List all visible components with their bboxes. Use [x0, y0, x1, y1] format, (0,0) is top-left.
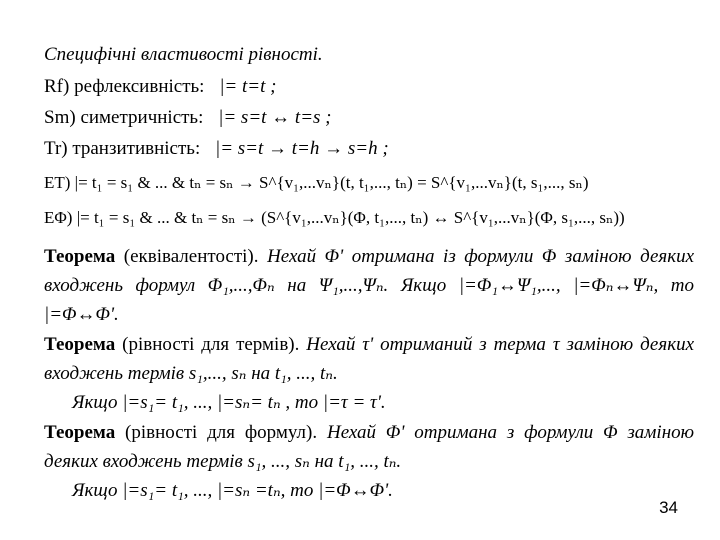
theorem-title: Теорема: [44, 246, 116, 267]
property-formula: |= s=t ↔ t=s ;: [218, 107, 332, 128]
property-name: рефлексивність:: [74, 76, 205, 97]
property-name: симетричність:: [80, 107, 204, 128]
property-name: транзитивність:: [72, 138, 201, 159]
theorem-body: Нехай Φ' отримана з формули Φ заміною деяких входжень термів s₁, ..., sₙ на t₁, ..., tₙ.: [44, 422, 695, 472]
ephi-formula: EΦ) |= t₁ = s₁ & ... & tₙ = sₙ → (S^{v₁,...vₙ}(Φ, t₁,..., tₙ) ↔ S^{v₁,...vₙ}(Φ, s₁,..., sₙ)): [44, 208, 625, 227]
property-sm: [44, 107, 332, 129]
theorem-title: Теорема: [44, 334, 116, 355]
theorem-title: Теорема: [44, 422, 116, 443]
theorem-condition: Якщо |=s₁= t₁, ..., |=sₙ =tₙ, то |=Φ↔Φ'.: [72, 480, 393, 501]
property-formula: |= t=t ;: [219, 76, 277, 97]
heading: Специфічні властивості рівності.: [44, 44, 323, 65]
theorem-condition: Якщо |=s₁= t₁, ..., |=sₙ= tₙ , то |=τ = τ'.: [72, 392, 386, 413]
property-code: Sm): [44, 107, 76, 128]
page-number: 34: [659, 498, 678, 517]
theorem-parenthetical: (рівності для термів).: [122, 334, 300, 355]
property-rf: [44, 76, 276, 98]
theorem-term-equality: [44, 330, 694, 417]
property-code: Rf): [44, 76, 70, 97]
theorem-equivalence: [44, 242, 694, 329]
property-formula: |= s=t → t=h → s=h ;: [214, 138, 389, 159]
theorem-body: Нехай τ' отриманий з терма τ заміною деяких входжень термів s₁,..., sₙ на t₁, ..., tₙ.: [44, 334, 695, 384]
property-code: Tr): [44, 138, 68, 159]
theorem-parenthetical: (еквівалентості).: [123, 246, 259, 267]
theorem-body: Нехай Φ' отримана із формули Φ заміною деяких входжень формул Φ₁,...,Φₙ на Ψ₁,...,Ψₙ. Якщо |=Φ₁↔Ψ₁,..., |=Φₙ↔Ψₙ, то |=Φ↔Φ'.: [44, 246, 695, 325]
theorem-formula-equality: [44, 418, 694, 505]
theorem-parenthetical: (рівності для формул).: [125, 422, 318, 443]
property-tr: [44, 138, 389, 160]
et-formula: ET) |= t₁ = s₁ & ... & tₙ = sₙ → S^{v₁,...vₙ}(t, t₁,..., tₙ) = S^{v₁,...vₙ}(t, s₁,..., sₙ): [44, 173, 589, 192]
